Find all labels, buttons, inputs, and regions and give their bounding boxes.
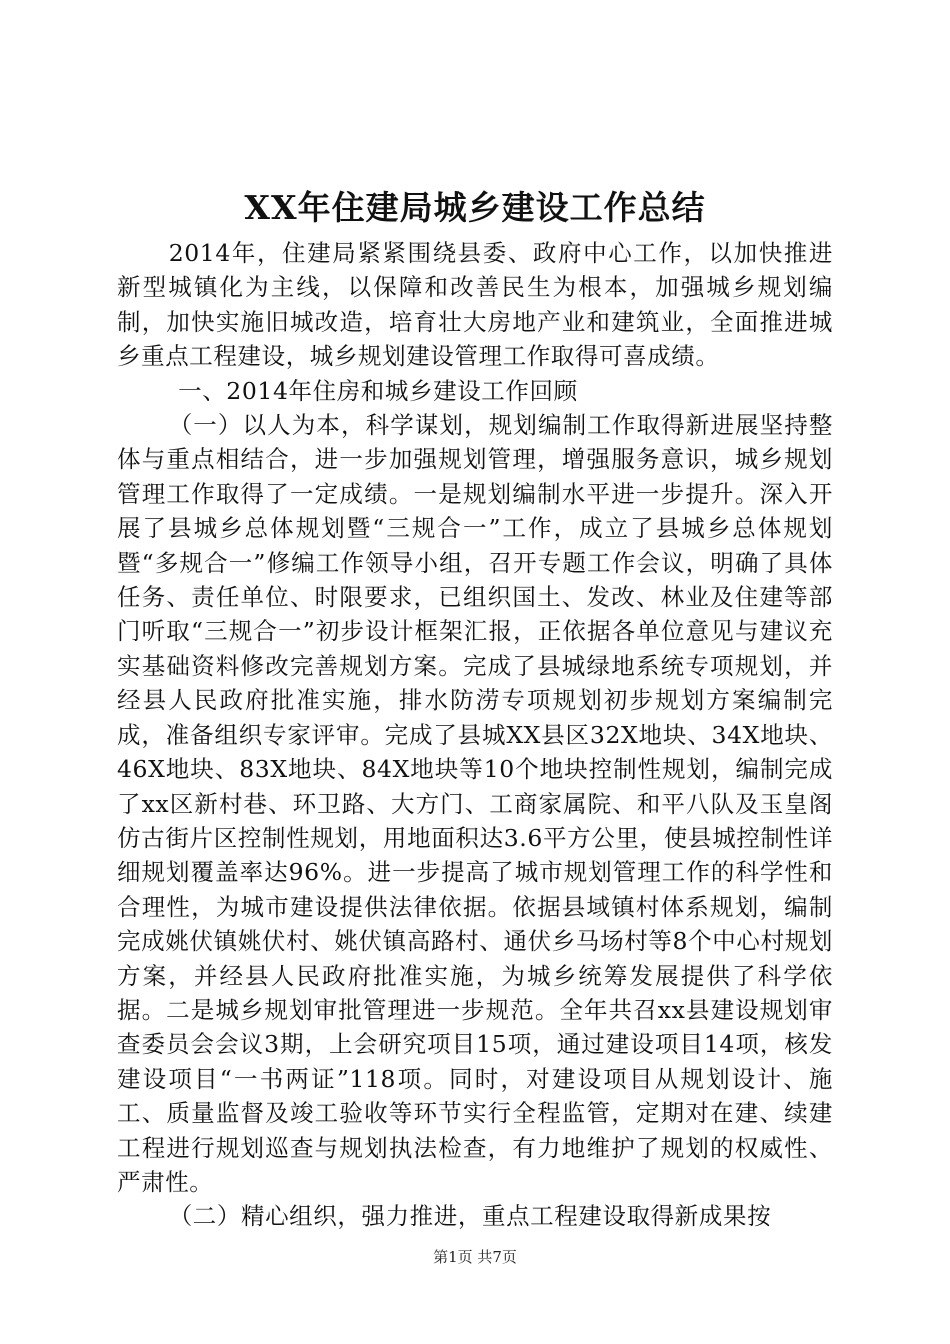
section-paragraph-2: （二）精心组织，强力推进，重点工程建设取得新成果按 bbox=[168, 1202, 772, 1231]
page-footer: 第1页 共7页 bbox=[433, 1248, 517, 1266]
intro-paragraph: 2014年，住建局紧紧围绕县委、政府中心工作，以加快推进新型城镇化为主线，以保障和改善民生为根本，加强城乡规划编制，加快实施旧城改造，培育壮大房地产业和建筑业，全面推进城乡重点工程建设，城乡规划建设管理工作取得可喜成绩。 bbox=[117, 239, 833, 371]
document-title: XX年住建局城乡建设工作总结 bbox=[244, 188, 706, 227]
section-heading: 一、2014年住房和城乡建设工作回顾 bbox=[178, 376, 578, 405]
section-paragraph-1: （一）以人为本，科学谋划，规划编制工作取得新进展坚持整体与重点相结合，进一步加强规划管理，增强服务意识，城乡规划管理工作取得了一定成绩。一是规划编制水平进一步提升。深入开展了县城乡总体规划暨“三规合一”工作，成立了县城乡总体规划暨“多规合一”修编工作领导小组，召开专题工作会议，明确了具体任务、责任单位、时限要求，已组织国土、发改、林业及住建等部门听取“三规合一”初步设计框架汇报，正依据各单位意见与建议充实基础资料修改完善规划方案。完成了县城绿地系统专项规划，并经县人民政府批准实施，排水防涝专项规划初步规划方案编制完成，准备组织专家评审。完成了县城XX县区32X地块、34X地块、46X地块、83X地块、84X地块等10个地块控制性规划，编制完成了xx区新村巷、环卫路、大方门、工商家属院、和平八队及玉皇阁仿古街片区控制性规划，用地面积达3.6平方公里，使县城控制性详细规划覆盖率达96%。进一步提高了城市规划管理工作的科学性和合理性，为城市建设提供法律依据。依据县域镇村体系规划，编制完成姚伏镇姚伏村、姚伏镇高路村、通伏乡马场村等8个中心村规划方案，并经县人民政府批准实施，为城乡统筹发展提供了科学依据。二是城乡规划审批管理进一步规范。全年共召xx县建设规划审查委员会会议3期，上会研究项目15项，通过建设项目14项，核发建设项目“一书两证”118项。同时，对建设项目从规划设计、施工、质量监督及竣工验收等环节实行全程监管，定期对在建、续建工程进行规划巡查与规划执法检查，有力地维护了规划的权威性、严肃性。 bbox=[117, 411, 833, 1196]
document-body bbox=[117, 236, 833, 1234]
